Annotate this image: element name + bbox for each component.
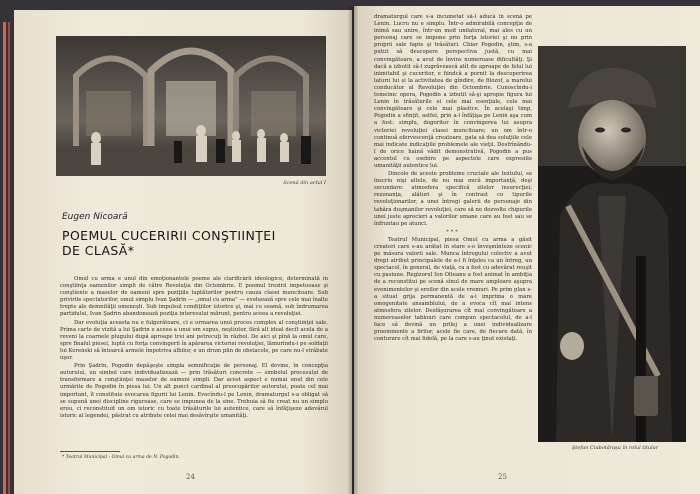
- photo-caption: Scenă din actul I: [283, 180, 326, 186]
- article-author: Eugen Nicoară: [62, 212, 128, 222]
- section-separator: ***: [446, 228, 460, 235]
- paragraph: dramaturgul care s-a încumetat să-l aducă în scenă pe Lenin. Lucru nu e simplu. Într-o admirabilă concepţie de inimă sau unire, într-un mod unilateral, mai ales cu un personaj care se impune prin forţa istoriei şi nu prin proprii sale fapte şi trăsături. Chiar Pogodin, ştim, s-a putut să descopere perspectiva justă, cu mai convingătoare, a avut de învins numeroase dificultăţi. Şi dacă a izbutit să-l zugrăvească atît de aproape de felul lui inimitabil şi cuceritor, e fiindcă a pornit la descoperirea laturii lui și la activitatea de gîndire, de filozof, a marelui conducător al Revoluţiei din Octombrie. Cunoscîndu-i temeinic opera, Pogodin a izbutit să-şi apropie figura lui Lenin în trăsăturile ei cele mai esenţiale, cele mai convingătoare şi cele mai plastice. În acelaşi timp, Pogodin a sfinţit, astfel, prin a-l înfăţişa pe Lenin aşa cum a fost: simplu, dogoritor în convingerea lui asupra victoriei revoluţiei clasei muncitoare; un om într-o continuă efervescenţă creatoare, gata să dea soluţiile cele mai indicate indicaţiile problemele ale vieţii. Desfrînăndu-l de orice haină vădit demonstrativă, Pogodin a pus accentul cu osebire pe aspectele care expresiile umanităţii autentice lui.: [374, 14, 532, 169]
- book-gutter: [348, 6, 358, 494]
- actor-portrait-image: [538, 46, 686, 442]
- article-title: POEMUL CUCERIRII CONŞTIINŢEI DE CLASĂ*: [62, 228, 276, 258]
- photo-caption: Ştefan Ciubotăraşu în rolul titular: [571, 445, 659, 451]
- actor-portrait-photo: [538, 46, 686, 442]
- paragraph: Omul cu arma e unul din emoţionantele poeme ale clarificării ideologice, determinată în conştiinţa oamenilor simpli de către Revoluţia din Octombrie. E poemul trezirii impetuoase şi conştiente a maselor de oameni spre poziţiile luptătorilor pentru cauza clasei muncitoare. Sub privirile spectatorilor, omul simplu Ivan Şadrin — „omul cu arma” — evoluează spre cele mai înalte trepte ale demnităţii omeneşti. Sub impulsul condiţiilor istorice şi, mai cu seamă, sub îndrumarea partidului, Ivan Şadrin abandonează poziţia interesului mărunt, pentru aceea a revoluţiei.: [60, 276, 328, 318]
- stage-scene-photo: [56, 36, 326, 176]
- article-body-left: [60, 276, 328, 448]
- page-number-right: 25: [498, 473, 507, 481]
- page-edge: [3, 22, 6, 494]
- footnote: * Teatrul Municipal : Omul cu arma de N. Pogodin.: [62, 455, 181, 460]
- page-number-left: 24: [186, 473, 195, 481]
- paragraph: Dar evoluţia aceasta nu e fulgerătoare, ci e urmarea unui proces complex al conştiinţei sale. Prima carte de vizită a lui Şadrin e aceea a unui om supus, neştiutor, fără alt ideal decît acela de a reveni la coarnele plugului după aproape trei ani petrecuţi în război. De aici şi pînă la omul care, spre finalul piesei, luptă cu forţa convingerii în apărarea victoriei revoluţiei, lămurindu-i pe soldaţii lui Kerenski să întoarcă armele împotriva albilor, e un drum plin de obstacole, pe care nu-l străbate uşor.: [60, 319, 328, 362]
- paragraph: Dincolo de aceste probleme cruciale ale textului, se înscriu nişi altele, de nu mai mică importanţă, deşi secundare: atmosfera specifică zilelor insurecţiei; rezonanţa, alături şi în contrast cu tipurile revoluţionarilor, a unei întregi galerii de personaje din tabăra duşmanilor revoluţiei, care să ne dezvolte chipurile unei juste aprecieri a valorilor umane care au fost sau se înfruntau pe atunci.: [374, 171, 532, 227]
- page-edge: [8, 22, 10, 494]
- paragraph: Prin Şadrin, Pogodin depăşeşte simpla semnificaţie de personaj. El devine, în concepţia autorului, un simbol care individualizează — prin trăsături concrete — simbolul procesului de transformare a conştiinţei maselor de oameni simpli. Dar acest aspect e numai unul din cele urmărite de Pogodin în piesa lui. Un alt punct cardinal al preocupărilor autorului, poate cel mai important, îl constituie evocarea figurii lui Lenin. Evocîndu-l pe Lenin, dramaturgul s-a obligat să se supună unei discipline riguroase, care se impunea de la sine. Trebuia să fie creat nu un simplu erou, ci reconstituit un om istoric cu toate trăsăturile lui autentice, care să înfăţişeze adevărul istoric al legendei, păstrat cu atribute celei mai desăvîrşite umanităţi.: [60, 363, 328, 419]
- paragraph: Teatrul Municipal, piesa Omul cu arma a găsit creatori care s-au arătat în stare s-o înveşmînteze scenic pe măsura valorii sale. Munca întregului colectiv a avut drept atribut principalele de a-l fi înţeles ca un întreg, un spectacol, în general, de viaţă, ca a fost cu adevărat reuşit cu pasiune. Regizorul Ion Olteanu a fost animat în ambiţia de a reconstitui pe scenă sînul de mare amploare aşupra evenimentelor şi eroilor din acele vremuri. Pe prim plan s-a situat grija permanentă de a-i imprima o mare omogenitate ansamblului, de a evoca cît mai intens atmosfera zilelor. Desfăşurarea cît mai convingătoare a numeroaselor tablouri care compun spectacolul, de a-l face să devină un prilej a unei individualizare proeminente a firilor, acele fie care, de fiecare dată, în conturare cît mai fidelă, pe la care s-au ţinut existaţi.: [374, 236, 532, 343]
- footnote-divider: [60, 451, 120, 452]
- stage-scene-image: [56, 36, 326, 176]
- article-body-right: [374, 14, 532, 460]
